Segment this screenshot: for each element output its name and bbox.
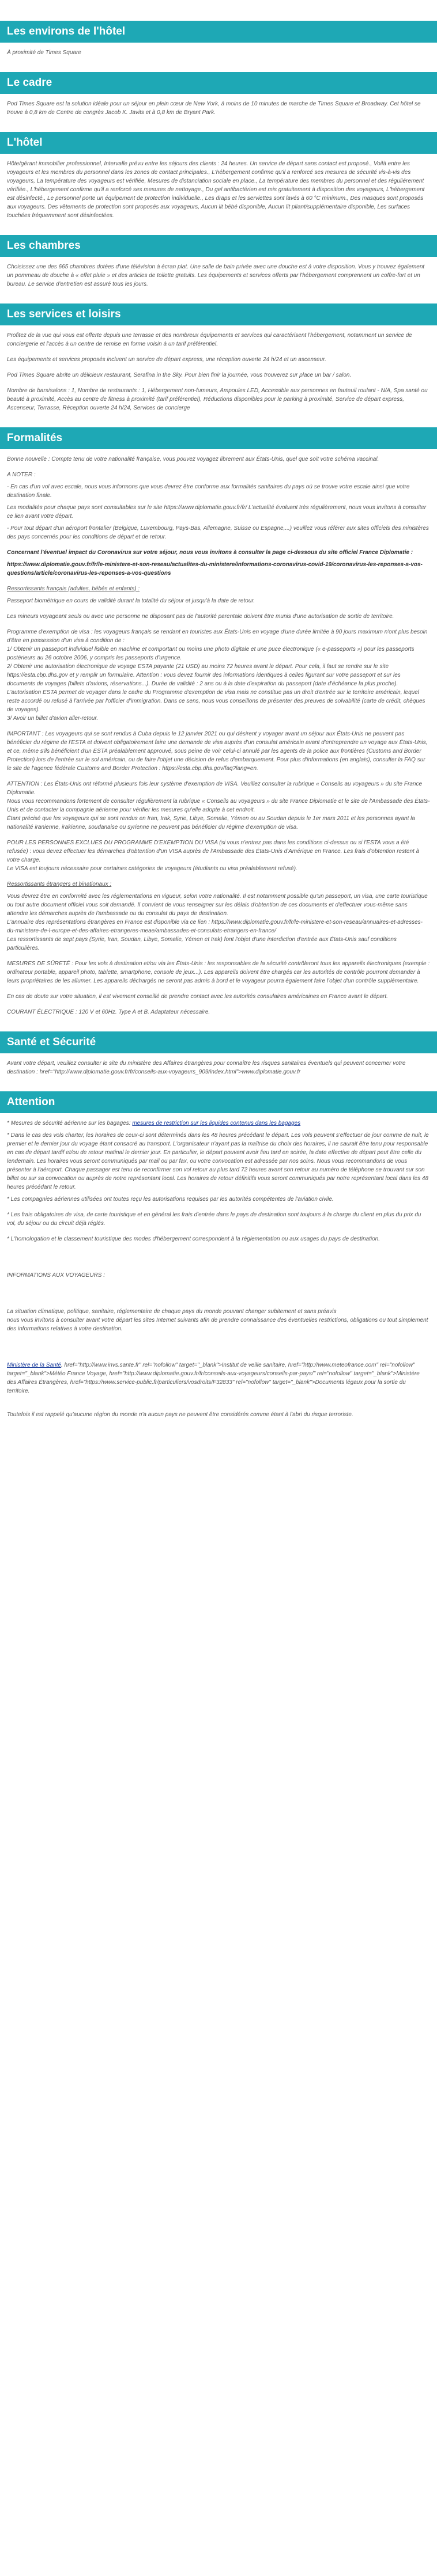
section-sante (0, 1031, 437, 1076)
surete-text: MESURES DE SÛRETÉ : Pour les vols à destination et/ou via les États-Unis : les responsables de la sécurité contrôleront tous les appareils électroniques (exemple : ordinateur portable, appareil photo, tablette, smartphone, console de jeux...). Les appareils doivent être chargés car les autorités de contrôle pourront demander à leurs propriétaires de les allumer. Les appareils déchargés ne seront pas admis à bord et le voyageur pourra également faire l'objet d'un contrôle supplémentaire. (7, 961, 430, 984)
section-title-formalites: Formalités (0, 427, 437, 449)
binationaux-text: Vous devrez être en conformité avec les réglementations en vigueur, selon votre nationalité. Il est notamment possible qu'un passeport, un visa, une carte touristique ou tout autre document officiel vous soit demandé. Il convient de vous renseigner sur les délais d'obtention de ces documents et d'effectuer vous-même sans attendre les démarches auprès de l'ambassade ou du consulat du pays de destination. L'annuaire des représentations étrangères en France est disponible via ce lien : https://www.diplomatie.gouv.fr/fr/le-ministere-et-son-reseau/annuaires-et-adresses-du-ministere-de-l-europe-et-des-affaires-etrangeres-meae/ambassades-et-consulats-etrangers-en-france/ Les ressortissants de sept pays (Syrie, Iran, Soudan, Libye, Somalie, Yémen et Irak) font l'objet d'une interdiction d'entrée aux États-Unis sauf conditions particulières. (7, 893, 428, 951)
ministere-sante-link[interactable]: Ministère de la Santé (7, 1362, 61, 1368)
attention-line-5: * L'homologation et le classement touristique des modes d'hébergement correspondent à la réglementation ou aux usages du pays de destination. (7, 1236, 381, 1242)
doute-text: En cas de doute sur votre situation, il est vivement conseillé de prendre contact avec les autorités consulaires américaines en France avant le départ. (7, 993, 388, 1000)
liquides-restriction-link[interactable]: mesures de restriction sur les liquides contenus dans les bagages (132, 1120, 301, 1126)
coronavirus-notice: Concernant l'éventuel impact du Coronavirus sur votre séjour, nous vous invitons à consulter la page ci-dessous du site officiel France Diplomatie : (7, 549, 413, 556)
info-voyageurs-title: INFORMATIONS AUX VOYAGEURS : (7, 1272, 106, 1278)
section-title-sante: Santé et Sécurité (0, 1031, 437, 1053)
section-title-hotel: L'hôtel (0, 132, 437, 154)
ressortissants-title: Ressortissants français (adultes, bébés et enfants) : (7, 586, 140, 592)
courant-text: COURANT ÉLECTRIQUE : 120 V et 60Hz. Type A et B. Adaptateur nécessaire. (7, 1009, 210, 1015)
exclus-pepv-text: POUR LES PERSONNES EXCLUES DU PROGRAMME D'EXEMPTION DU VISA (si vous n'entrez pas dans les conditions ci-dessus ou si l'ESTA vous a été refusée) : vous devez effectuer les démarches d'obtention d'un VISA auprès de l'Ambassade des États-Unis d'Amérique en France. Les frais d'obtention restent à votre charge. Le VISA est toujours nécessaire pour certaines catégories de voyageurs (étudiants ou visa préalablement refusé). (7, 840, 420, 872)
sante-text: Avant votre départ, veuillez consulter le site du ministère des Affaires étrangères pour connaître les risques sanitaires éventuels qui peuvent concerner votre destination : href="http://www.diplomatie.gouv.fr/fr/conseils-aux-voyageurs_909/index.html">www.diplomatie.gouv.fr (7, 1060, 406, 1075)
attention-visa-text: ATTENTION : Les États-Unis ont réformé plusieurs fois leur système d'exemption de VISA. Veuillez consulter la rubrique « Conseils au voyageurs » du site France Diplomatie. Nous vous recommandons fortement de consulter régulièrement la rubrique « Conseils au voyageurs » du site France Diplomatie et le site de l'Ambassade des États-Unis et de contacter la compagnie aérienne pour vérifier les mesures qu'elle adopte à cet endroit. Étant précisé que les voyageurs qui se sont rendus en Iran, Irak, Syrie, Libye, Somalie, Yémen ou au Soudan depuis le 1er mars 2011 et les personnes ayant la nationalité iranienne, irakienne, soudanaise ou syrienne ne peuvent pas bénéficier du régime d'exemption de visa. (7, 781, 430, 830)
attention-line-1 (7, 1119, 430, 1128)
a-noter-title: A NOTER : (7, 472, 36, 478)
section-cadre (0, 72, 437, 117)
attention-line-3: * Les compagnies aériennes utilisées ont toutes reçu les autorisations requises par les autorités compétentes de l'aviation civile. (7, 1196, 334, 1202)
section-title-services: Les services et loisirs (0, 303, 437, 325)
attention-line-1-prefix: * Mesures de sécurité aérienne sur les bagages: (7, 1120, 133, 1126)
cadre-text: Pod Times Square est la solution idéale pour un séjour en plein cœur de New York, à moins de 10 minutes de marche de Times Square et Broadway. Cet hôtel se trouve à 0,8 km de Centre de congrès Jacob K. Javits et à 0,8 km de Bryant Park. (7, 101, 421, 116)
hotel-text: Hôte/gérant immobilier professionnel, Intervalle prévu entre les séjours des clients : 24 heures. Un service de départ sans contact est proposé., Voilà entre les voyageurs et les membres du personnel dans les zones de contact principales., L'hébergement confirme qu'il a renforcé ses mesures de sécurité vis-à-vis des voyageurs, La température des voyageurs est vérifiée, Mesures de distanciation sociale en place., La température des membres du personnel et des réguliérement vérifiée., L'hébergement confirme qu'il a renforcé ses mesures de nettoyage., Du gel antibactérien est mis gratuitement à disposition des voyageurs, L'hébergement est désinfecté., Le personnel porte un équipement de protection individuelle., Les draps et les serviettes sont lavés à 60 °C minimum., Des masques sont proposés aux voyageurs. Des vêtements de protection sont proposés aux voyageurs, Aucun lit bébé disponible, Aucun lit pliant/supplémentaire disponible, Les surfaces touchées fréquemment sont désinfectées. (7, 161, 425, 219)
services-p3: Pod Times Square abrite un délicieux restaurant, Serafina in the Sky. Pour bien finir la journée, vous trouverez sur place un bar / salon. (7, 372, 352, 378)
formalites-intro: Bonne nouvelle : Compte tenu de votre nationalité française, vous pouvez voyagez librement aux États-Unis, quel que soit votre schéma vaccinal. (7, 456, 379, 462)
terrorisme-footer: Toutefois il est rappelé qu'aucune région du monde n'a aucun pays ne peuvent être considérés comme étant à l'abri du risque terroriste. (7, 1412, 353, 1418)
a-noter-line-1: - En cas d'un vol avec escale, nous vous informons que vous devrez être conforme aux formalités sanitaires du pays où se trouve votre escale ainsi que votre destination finale. (7, 484, 410, 499)
attention-line-4: * Les frais obligatoires de visa, de carte touristique et en général les frais d'entrée dans le pays de destination sont toujours à la charge du client en plus du prix du vol, du séjour ou du circuit déjà réglés. (7, 1212, 421, 1227)
section-attention (0, 1091, 437, 1419)
a-noter-line-2: Les modalités pour chaque pays sont consultables sur le site https://www.diplomatie.gouv.fr/fr/ L'actualité évoluant très régulièrement, nous vous invitons à consulter ce lien avant votre départ. (7, 504, 427, 519)
info-voyageurs-text: La situation climatique, politique, sanitaire, réglementaire de chaque pays du monde pouvant changer subitement et sans préavis nous vous invitons à consulter avant votre départ les sites Internet suivants afin de prendre connaissance des éventuelles restrictions, obligations ou tout simplement des informations relatives à votre destination. (7, 1308, 428, 1332)
environs-text: À proximité de Times Square (7, 50, 81, 56)
services-p2: Les équipements et services proposés incluent un service de départ express, une réception ouverte 24 h/24 et un ascenseur. (7, 356, 326, 363)
section-hotel (0, 132, 437, 220)
info-links-text: , href="http://www.invs.sante.fr" rel="nofollow" target="_blank">Institut de veille sanitaire, href="http://www.meteofrance.com" rel="nofollow" target="_blank">Météo France Voyage, href="http://www.diplomatie.gouv.fr/fr/conseils-aux-voyageurs/conseils-par-pays/" rel="nofollow" target="_blank">Ministère des Affaires Étrangères, href="https://www.service-public.fr/particuliers/vosdroits/F32833" rel="nofollow" target="_blank">Documents légaux pour la sortie du territoire. (7, 1362, 420, 1394)
section-chambres (0, 235, 437, 289)
important-cuba-text: IMPORTANT : Les voyageurs qui se sont rendus à Cuba depuis le 12 janvier 2021 ou qui désirent y voyager avant un séjour aux États-Unis ne peuvent pas bénéficier du régime de l'ESTA et doivent obligatoirement faire une demande de visa auprès d'un consulat américain avant d'entreprendre un voyage aux États-Unis, et ce, même s'ils bénéficient d'un ESTA préalablement approuvé, sous peine de voir celui-ci annulé par les agents de la police aux frontières (Customs and Border Protection) lors de l'entrée sur le sol américain, ou de faire l'objet une décision de refus d'embarquement. Pour plus d'informations (en anglais), consulter la FAQ sur le site de l'agence fédérale Customs and Border Protection : https://esta.cbp.dhs.gov/faq?lang=en. (7, 731, 428, 772)
coronavirus-link[interactable]: https://www.diplomatie.gouv.fr/fr/le-ministere-et-son-reseau/actualites-du-ministere/informations-coronavirus-covid-19/coronavirus-les-reponses-a-vos-questions/article/coronavirus-les-reponses-a-vos-questions (7, 562, 423, 576)
attention-line-2: * Dans le cas des vols charter, les horaires de ceux-ci sont déterminés dans les 48 heures précédant le départ. Les vols peuvent s'effectuer de jour comme de nuit, le premier et le dernier jour du voyage étant consacré au transport. L'organisateur n'ayant pas la maîtrise du choix des horaires, il ne saurait être tenu pour responsable en cas de départ tardif et/ou de retour matinal le dernier jour. En particulier, le départ pouvant avoir lieu tard en soirée, la date effective de départ peut être celle du lendemain. Les horaires vous seront communiqués par mail ou par fax, ou votre convocation est adressée par nos soins. Nous vous recommandons de vous présenter à l'aéroport. Chaque passager est tenu de reconfirmer son vol retour au plus tard 72 heures avant son retour au numéro de téléphone se trouvant sur son billet ou sur sa convocation ou auprès de notre représentant local. Les horaires de retour définitifs vous seront communiqués par notre représentant local dans les 48 heures précédant le retour. (7, 1132, 429, 1190)
binationaux-title: Ressortissants étrangers et binationaux : (7, 881, 112, 887)
section-environs (0, 21, 437, 57)
services-p1: Profitez de la vue qui vous est offerte depuis une terrasse et des nombreux équipements et services qui caractérisent l'hébergement, notamment un service de conciergerie et l'accès à un centre de remise en forme voisin à un tarif préférentiel. (7, 332, 412, 347)
section-formalites (0, 427, 437, 1016)
chambres-text: Choisissez une des 665 chambres dotées d'une télévision à écran plat. Une salle de bain privée avec une douche est à votre disposition. Vous y trouvez également un pommeau de douche à « effet pluie » et des articles de toilette gratuits. Les équipements et services offerts par l'hébergement comprennent un coffre-fort et un bureau. Le service d'entretien est assuré tous les jours. (7, 264, 425, 287)
section-title-chambres: Les chambres (0, 235, 437, 257)
section-services (0, 303, 437, 412)
info-links (7, 1361, 430, 1395)
mineurs-text: Les mineurs voyageant seuls ou avec une personne ne disposant pas de l'autorité parentale doivent être munis d'une autorisation de sortie de territoire. (7, 613, 394, 620)
a-noter-line-3: - Pour tout départ d'un aéroport frontalier (Belgique, Luxembourg, Pays-Bas, Allemagne, Suisse ou Espagne,...) veuillez vous référer aux sites officiels des ministères des pays concernés pour les conditions de départ et de retour. (7, 525, 429, 540)
section-title-cadre: Le cadre (0, 72, 437, 94)
esta-text: Programme d'exemption de visa : les voyageurs français se rendant en touristes aux États-Unis en voyage d'une durée limitée à 90 jours maximum n'ont plus besoin d'être en possession d'un visa à condition de : 1/ Obtenir un passeport individuel lisible en machine et comportant ou moins une photo digitale et une puce électronique (« e-passeports ») pour les passeports postérieurs au 26 octobre 2006, y compris les passeports d'urgence. 2/ Obtenir une autorisation électronique de voyage ESTA payante (21 USD) au moins 72 heures avant le départ. Pour cela, il faut se rendre sur le site https://esta.cbp.dhs.gov et y remplir un formulaire. Attention : vous devez fournir des informations identiques à celles figurant sur votre passeport et sur les documents de voyages (billets d'avions, réservations...). Durée de validité : 2 ans ou à la date d'expiration du passeport (date d'échéance la plus proche). L'autorisation ESTA permet de voyager dans le cadre du Programme d'exemption de visa mais ne constitue pas un droit d'entrée sur le territoire américain, lequel reste accordé ou refusé à l'arrivée par l'officier d'immigration. Dans ce sens, nous vous conseillons de présenter des preuves de solvabilité (carte de crédit, chèques de voyages). 3/ Avoir un billet d'avion aller-retour. (7, 629, 428, 722)
section-title-environs: Les environs de l'hôtel (0, 21, 437, 43)
section-title-attention: Attention (0, 1091, 437, 1113)
services-p4: Nombre de bars/salons : 1, Nombre de restaurants : 1, Hébergement non-fumeurs, Ampoules LED, Accessible aux personnes en fauteuil roulant - N/A, Spa santé ou beauté à proximité, Accès au centre de fitness à proximité (tarif préférentiel), Réductions disponibles pour le parking à proximité, Service de départ express, Ascenseur, Terrasse, Réception ouverte 24 h/24, Services de concierge (7, 388, 428, 411)
ressortissants-text: Passeport biométrique en cours de validité durant la totalité du séjour et jusqu'à la date de retour. (7, 598, 255, 604)
